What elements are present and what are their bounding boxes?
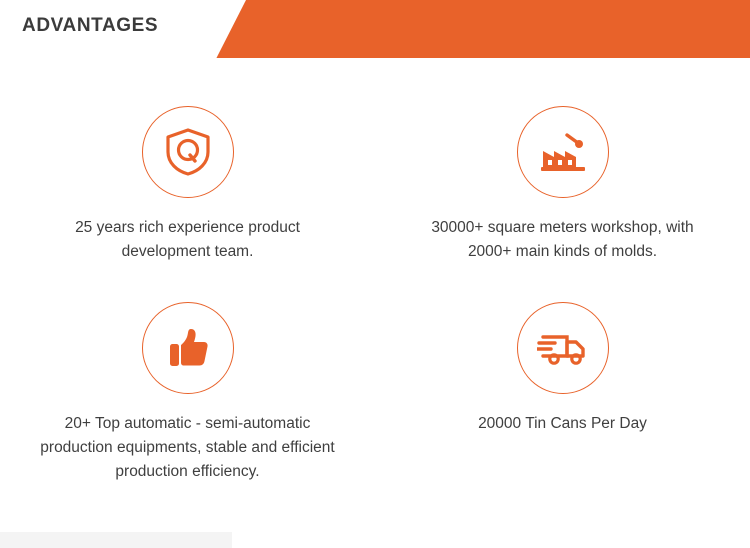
advantage-item-3 [0, 264, 375, 484]
advantage-text-3: 20+ Top automatic - semi-automatic production equipments, stable and efficient production efficiency. [40, 415, 335, 481]
advantage-item-2 [375, 58, 750, 264]
advantage-text-2: 30000+ square meters workshop, with 2000+ main kinds of molds. [431, 219, 694, 261]
advantage-item-1 [0, 58, 375, 264]
advantage-text-1: 25 years rich experience product development team. [75, 219, 300, 261]
thumbs-up-icon [142, 302, 234, 394]
advantages-grid [0, 58, 750, 548]
advantages-row-1 [0, 58, 750, 264]
advantage-text-4: 20000 Tin Cans Per Day [478, 415, 647, 433]
delivery-truck-icon [517, 302, 609, 394]
page-title: ADVANTAGES [22, 15, 159, 36]
bottom-strip [0, 532, 232, 548]
shield-quality-icon [142, 106, 234, 198]
factory-icon [517, 106, 609, 198]
advantages-row-2 [0, 264, 750, 484]
section-header [0, 0, 750, 58]
advantage-item-4 [375, 264, 750, 484]
